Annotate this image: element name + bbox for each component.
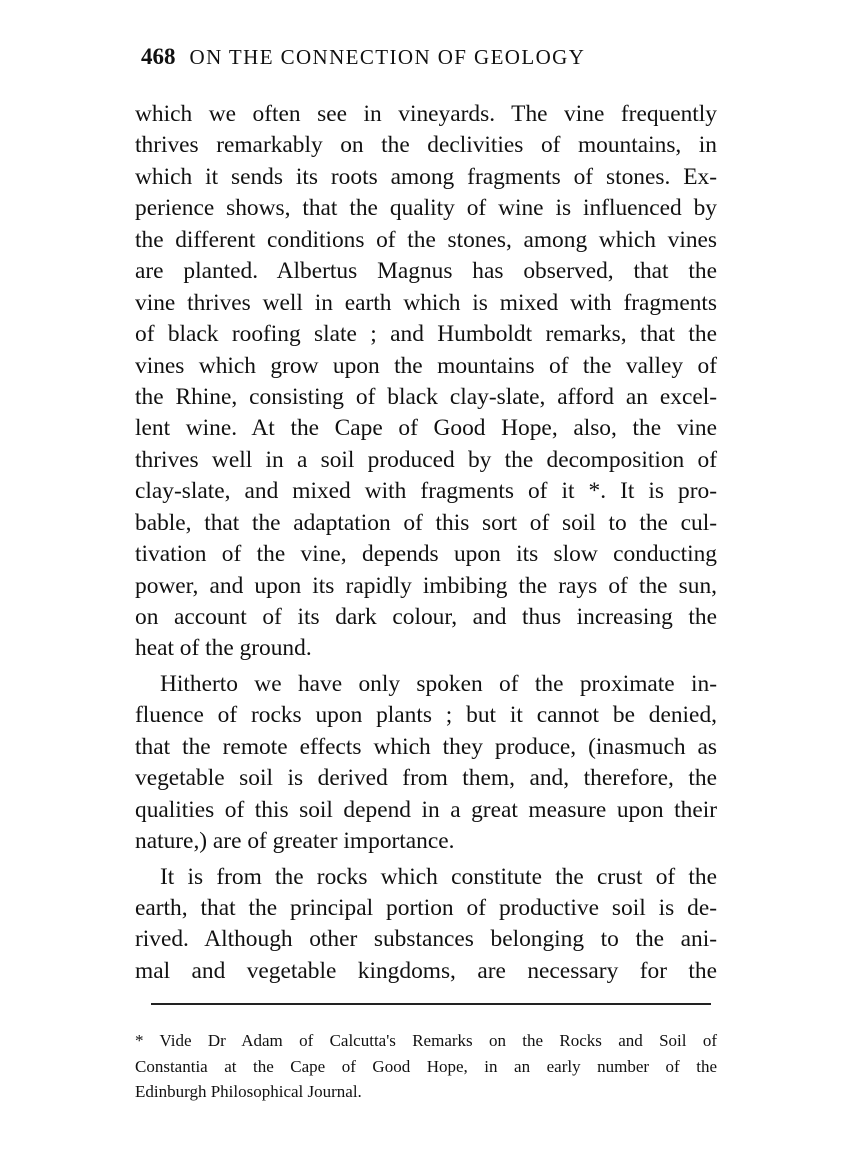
text-line: heat of the ground. — [135, 635, 312, 662]
paragraph-1 — [135, 99, 717, 665]
text-line: bable, that the adaptation of this sort of soil to the cul- — [135, 509, 717, 536]
text-line: vine thrives well in earth which is mixed with fragments — [135, 289, 717, 316]
footnote-line: * Vide Dr Adam of Calcutta's Remarks on the Rocks and Soil of — [135, 1031, 717, 1050]
footnote-line: Edinburgh Philosophical Journal. — [135, 1082, 362, 1101]
running-title: ON THE CONNECTION OF GEOLOGY — [189, 45, 586, 69]
page-number: 468 — [141, 44, 176, 69]
paragraph-2 — [135, 669, 717, 858]
footnote-rule — [151, 1003, 711, 1005]
body-text — [135, 99, 717, 987]
text-line: perience shows, that the quality of wine is influenced by — [135, 195, 717, 222]
text-line: vines which grow upon the mountains of the valley of — [135, 352, 717, 379]
text-line: which we often see in vineyards. The vine frequently — [135, 101, 717, 127]
paragraph-3 — [135, 862, 717, 988]
text-line: rived. Although other substances belonging to the ani- — [135, 926, 717, 953]
text-line: qualities of this soil depend in a great measure upon their — [135, 796, 717, 823]
text-line: It is from the rocks which constitute the crust of the — [160, 863, 717, 890]
text-line: the different conditions of the stones, among which vines — [135, 226, 717, 253]
footnote — [135, 1028, 717, 1105]
text-line: nature,) are of greater importance. — [135, 828, 455, 855]
text-line: Hitherto we have only spoken of the proximate in- — [160, 670, 717, 697]
text-line: mal and vegetable kingdoms, are necessary for the — [135, 957, 717, 984]
text-line: of black roofing slate ; and Humboldt remarks, that the — [135, 321, 717, 348]
text-line: lent wine. At the Cape of Good Hope, also, the vine — [135, 415, 717, 442]
text-line: on account of its dark colour, and thus increasing the — [135, 604, 717, 630]
text-line: fluence of rocks upon plants ; but it cannot be denied, — [135, 702, 717, 729]
text-line: are planted. Albertus Magnus has observed, that the — [135, 258, 717, 285]
text-line: vegetable soil is derived from them, and, therefore, the — [135, 765, 717, 792]
text-line: thrives well in a soil produced by the decomposition of — [135, 446, 717, 473]
text-line: the Rhine, consisting of black clay-slate, afford an excel- — [135, 383, 717, 410]
text-line: tivation of the vine, depends upon its slow conducting — [135, 541, 717, 568]
running-head — [141, 44, 721, 78]
text-line: that the remote effects which they produce, (inasmuch as — [135, 733, 717, 760]
text-line: earth, that the principal portion of productive soil is de- — [135, 894, 717, 921]
text-line: which it sends its roots among fragments of stones. Ex- — [135, 163, 717, 190]
text-line: thrives remarkably on the declivities of mountains, in — [135, 132, 717, 159]
footnote-line: Constantia at the Cape of Good Hope, in an early number of the — [135, 1056, 717, 1076]
text-line: clay-slate, and mixed with fragments of it *. It is pro- — [135, 478, 717, 505]
text-line: power, and upon its rapidly imbibing the rays of the sun, — [135, 572, 717, 599]
